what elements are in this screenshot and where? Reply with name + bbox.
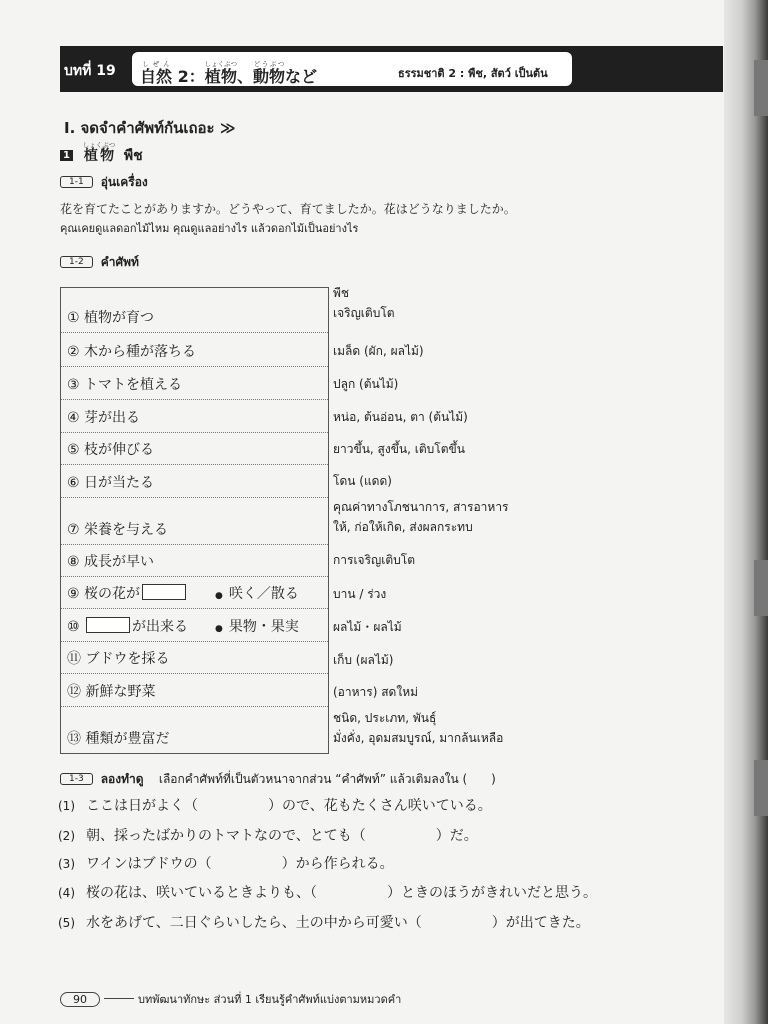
vocab-jp: ③ トマトを植える <box>67 377 183 393</box>
vocab-jp-extra: ● 咲く／散る <box>215 586 299 602</box>
vocab-meaning: (อาหาร) สดใหม่ <box>333 685 419 699</box>
vocab-jp: ② 木から種が落ちる <box>67 344 197 360</box>
vocab-meaning: เมล็ด (ผัก, ผลไม้) <box>333 344 424 358</box>
vocab-tag: 1-2 <box>60 256 93 268</box>
exercise-item: (2) 朝、採ったばかりのトマトなので、とても（ ）だ。 <box>58 828 478 844</box>
vocab-row <box>61 544 328 577</box>
vocab-row <box>61 497 328 545</box>
vocab-meaning: โดน (แดด) <box>333 474 392 488</box>
vocab-jp: ⑫ 新鮮な野菜 <box>67 684 156 700</box>
vocab-jp: ⑤ 枝が伸びる <box>67 442 155 458</box>
bullet-icon: ● <box>215 624 223 634</box>
vocab-row <box>61 366 328 400</box>
title-text: 、 <box>237 67 254 86</box>
page-edge <box>724 0 768 1024</box>
exercise-item: (4) 桜の花は、咲いているときよりも、（ ）ときのほうがきれいだと思う。 <box>58 885 597 901</box>
page-tab <box>754 60 768 116</box>
title-text: など <box>285 67 318 86</box>
vocab-meaning: พืช เจริญเติบโต <box>333 286 395 320</box>
subsection-jp: 植物しょくぶつ <box>82 141 116 164</box>
vocab-meaning: การเจริญเติบโต <box>333 553 416 567</box>
title-word: 自然しぜん <box>140 60 173 86</box>
vocab-jp: ① 植物が育つ <box>67 310 155 326</box>
lesson-title-box <box>132 52 572 86</box>
vocab-jp: ⑧ 成長が早い <box>67 554 155 570</box>
vocab-meaning: บาน / ร่วง <box>333 587 387 601</box>
vocab-jp: ⑩ が出来る <box>67 619 189 635</box>
vocab-heading <box>60 253 139 272</box>
exercise-title: ลองทำดู <box>100 772 144 786</box>
warmup-title: อุ่นเครื่อง <box>100 175 148 189</box>
vocab-table <box>60 287 329 754</box>
vocab-row <box>61 673 328 707</box>
answer-blank[interactable] <box>142 584 186 600</box>
vocab-row <box>61 399 328 433</box>
vocab-meaning: คุณค่าทางโภชนาการ, สารอาหาร ให้, ก่อให้เกิด, ส่งผลกระทบ <box>333 500 509 534</box>
vocab-title: คำศัพท์ <box>100 255 139 269</box>
vocab-jp: ⑪ ブドウを採る <box>67 651 170 667</box>
page-number: 90 <box>60 992 100 1007</box>
subsection-number: 1 <box>60 150 73 161</box>
lesson-header <box>60 46 723 92</box>
vocab-jp: ⑬ 種類が豊富だ <box>67 731 170 747</box>
title-word: 植物しょくぶつ <box>204 60 238 86</box>
page-tab <box>754 760 768 816</box>
title-text: 2： <box>172 67 205 86</box>
subsection-th: พืช <box>123 148 143 164</box>
page-footer <box>60 990 401 1008</box>
warmup-th: คุณเคยดูแลดอกไม้ไหม คุณดูแลอย่างไร แล้วดอกไม้เป็นอย่างไร <box>60 222 359 235</box>
vocab-jp-extra: ● 果物・果実 <box>215 619 299 635</box>
subsection-title <box>60 141 143 167</box>
bullet-icon: ● <box>215 591 223 601</box>
exercise-item: (3) ワインはブドウの（ ）から作られる。 <box>58 856 394 872</box>
vocab-row <box>61 641 328 674</box>
lesson-title-th: ธรรมชาติ 2 : พืช, สัตว์ เป็นต้น <box>398 67 548 80</box>
exercise-item: (5) 水をあげて、二日ぐらいしたら、土の中から可愛い（ ）が出てきた。 <box>58 915 590 931</box>
footer-text: บทพัฒนาทักษะ ส่วนที่ 1 เรียนรู้คำศัพท์แบ่งตามหมวดคำ <box>138 993 402 1006</box>
vocab-jp: ⑦ 栄養を与える <box>67 522 169 538</box>
vocab-row <box>61 576 328 609</box>
warmup-heading <box>60 173 148 192</box>
warmup-jp: 花を育てたことがありますか。どうやって、育てましたか。花はどうなりましたか。 <box>60 202 516 216</box>
title-word: 動物どうぶつ <box>253 60 286 86</box>
vocab-meaning: หน่อ, ต้นอ่อน, ตา (ต้นไม้) <box>333 410 468 424</box>
exercise-heading <box>60 770 496 789</box>
vocab-jp: ⑥ 日が当たる <box>67 475 155 491</box>
vocab-meaning: ผลไม้・ผลไม้ <box>333 620 402 634</box>
exercise-item: (1) ここは日がよく（ ）ので、花もたくさん咲いている。 <box>58 798 492 814</box>
vocab-row <box>61 288 328 333</box>
page-tab <box>754 560 768 616</box>
vocab-row <box>61 706 328 753</box>
lesson-title-jp <box>140 60 317 87</box>
vocab-row <box>61 608 328 642</box>
vocab-meaning: เก็บ (ผลไม้) <box>333 653 394 667</box>
answer-blank[interactable] <box>86 617 130 633</box>
vocab-row <box>61 432 328 465</box>
vocab-meaning: ปลูก (ต้นไม้) <box>333 377 399 391</box>
warmup-tag: 1-1 <box>60 176 93 188</box>
section-title: I. จดจำคำศัพท์กันเถอะ ≫ <box>64 119 236 137</box>
exercise-instruction: เลือกคำศัพท์ที่เป็นตัวหนาจากส่วน “คำศัพท์” แล้วเติมลงใน ( ) <box>158 772 496 786</box>
vocab-jp: ⑨ 桜の花が <box>67 583 188 603</box>
vocab-jp: ④ 芽が出る <box>67 410 141 426</box>
vocab-row <box>61 464 328 498</box>
exercise-tag: 1-3 <box>60 773 93 785</box>
vocab-meaning: ชนิด, ประเภท, พันธุ์ มั่งคั่ง, อุดมสมบูรณ์, มากล้นเหลือ <box>333 711 504 745</box>
lesson-number: บทที่ 19 <box>64 63 116 79</box>
vocab-meaning: ยาวขึ้น, สูงขึ้น, เติบโตขึ้น <box>333 442 465 456</box>
vocab-row <box>61 332 328 367</box>
